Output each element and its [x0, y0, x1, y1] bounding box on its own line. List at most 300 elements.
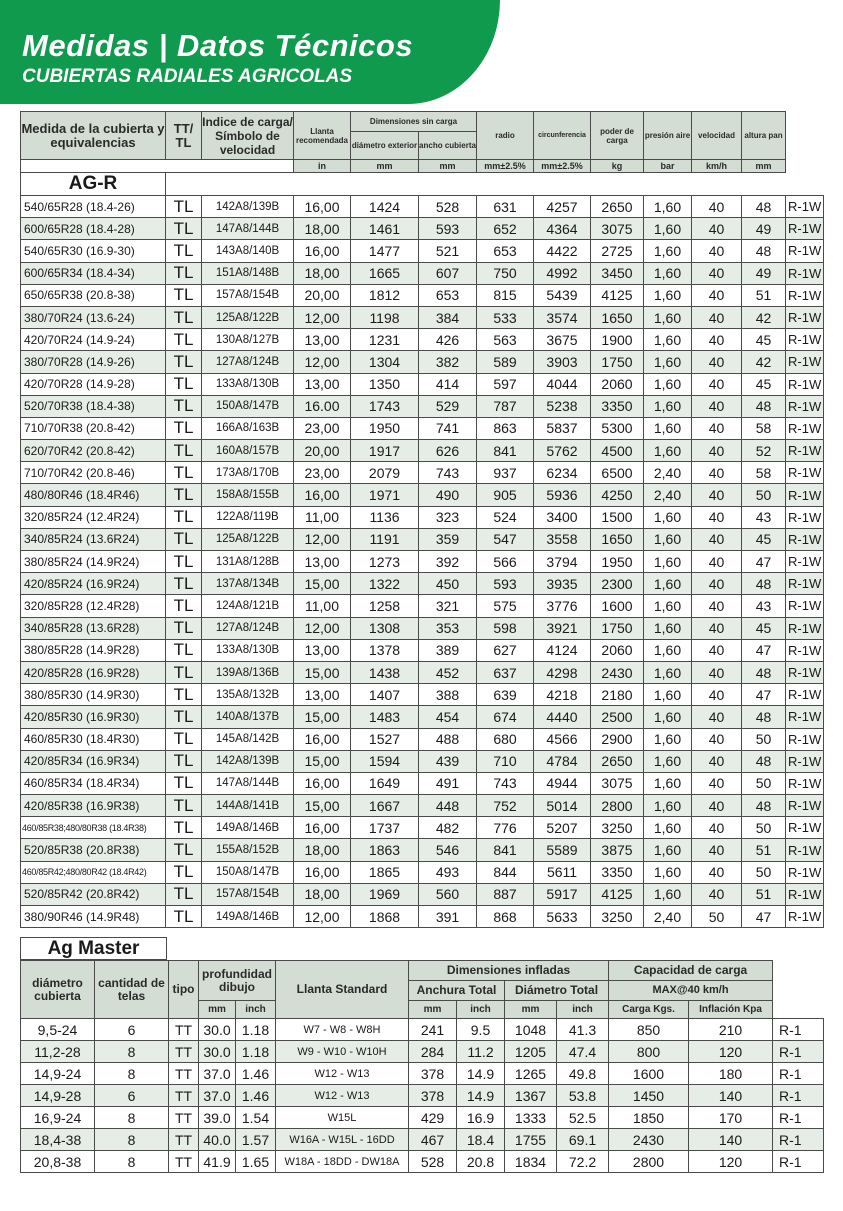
- table-cell: 145A8/142B: [202, 728, 294, 750]
- page-subtitle: CUBIERTAS RADIALES AGRICOLAS: [22, 66, 353, 87]
- table-cell: TT: [169, 1107, 199, 1129]
- col-diametro-total: Diámetro Total: [505, 981, 609, 1001]
- table-cell: 40: [692, 373, 742, 395]
- table-cell: 5837: [534, 417, 591, 439]
- table-cell: 40: [692, 661, 742, 683]
- table-cell: 5633: [534, 906, 591, 928]
- col-llanta: Llanta recomendada: [294, 112, 351, 160]
- table-cell: 3574: [534, 306, 591, 328]
- table-cell: 389: [419, 639, 477, 661]
- table-cell: 5238: [534, 395, 591, 417]
- table-cell: 520/85R42 (20.8R42): [21, 883, 166, 905]
- table-cell: 8: [95, 1063, 169, 1085]
- table-cell: TT: [169, 1063, 199, 1085]
- table-cell: TL: [166, 861, 202, 883]
- table-cell: R-1W: [786, 373, 824, 395]
- table-cell: 1367: [505, 1085, 557, 1107]
- unit-cell: km/h: [692, 160, 742, 173]
- table-cell: 160A8/157B: [202, 440, 294, 462]
- table-cell: 30.0: [199, 1019, 236, 1041]
- table-cell: 680: [477, 728, 534, 750]
- table-cell: 1333: [505, 1107, 557, 1129]
- table-cell: R-1: [773, 1085, 824, 1107]
- table-cell: 2,40: [644, 906, 692, 928]
- table-cell: 1304: [351, 351, 419, 373]
- table-cell: 16,00: [294, 772, 351, 794]
- table-cell: 460/85R30 (18.4R30): [21, 728, 166, 750]
- table-cell: 1231: [351, 329, 419, 351]
- table-cell: 140A8/137B: [202, 706, 294, 728]
- table-cell: 14,9-28: [21, 1085, 95, 1107]
- table-cell: 9,5-24: [21, 1019, 95, 1041]
- table-row: [21, 706, 824, 728]
- table-cell: 2300: [591, 573, 644, 595]
- table-cell: 524: [477, 506, 534, 528]
- table-cell: R-1W: [786, 750, 824, 772]
- table-cell: 597: [477, 373, 534, 395]
- table-cell: R-1: [773, 1063, 824, 1085]
- table-cell: R-1W: [786, 772, 824, 794]
- table-cell: 48: [742, 395, 786, 417]
- table-cell: TL: [166, 795, 202, 817]
- table-cell: 1,60: [644, 196, 692, 218]
- table-cell: 631: [477, 196, 534, 218]
- table-cell: 493: [419, 861, 477, 883]
- table-cell: TL: [166, 284, 202, 306]
- table-cell: 40: [692, 728, 742, 750]
- table-cell: 1.18: [236, 1019, 276, 1041]
- table-cell: 488: [419, 728, 477, 750]
- table-cell: 1424: [351, 196, 419, 218]
- table-cell: 40: [692, 839, 742, 861]
- table-cell: 4124: [534, 639, 591, 661]
- col-diametro-exterior: diámetro exterior: [351, 132, 419, 160]
- table-row: [21, 262, 824, 284]
- table-cell: 598: [477, 617, 534, 639]
- table-cell: 674: [477, 706, 534, 728]
- table-cell: 40: [692, 883, 742, 905]
- table-cell: 380/85R30 (14.9R30): [21, 684, 166, 706]
- table-cell: 1308: [351, 617, 419, 639]
- table-cell: 40: [692, 595, 742, 617]
- table-cell: 448: [419, 795, 477, 817]
- table-cell: TL: [166, 329, 202, 351]
- table-cell: 1,60: [644, 883, 692, 905]
- table-cell: R-1W: [786, 506, 824, 528]
- table-cell: 652: [477, 218, 534, 240]
- table-cell: 40: [692, 706, 742, 728]
- table-row: [21, 595, 824, 617]
- table-cell: 321: [419, 595, 477, 617]
- table-cell: 841: [477, 839, 534, 861]
- table-cell: TL: [166, 262, 202, 284]
- table-cell: 4500: [591, 440, 644, 462]
- table-cell: 1650: [591, 306, 644, 328]
- table-cell: 48: [742, 240, 786, 262]
- table-cell: 1900: [591, 329, 644, 351]
- table-cell: TL: [166, 373, 202, 395]
- table-cell: R-1W: [786, 728, 824, 750]
- table-cell: 45: [742, 329, 786, 351]
- table-cell: 3903: [534, 351, 591, 373]
- table-cell: 40: [692, 684, 742, 706]
- table-cell: 41.3: [557, 1019, 609, 1041]
- table-cell: 1,60: [644, 728, 692, 750]
- col-capacidad: Capacidad de carga: [609, 961, 773, 981]
- table-cell: 1750: [591, 617, 644, 639]
- table-cell: 420/85R24 (16.9R24): [21, 573, 166, 595]
- table-cell: 3350: [591, 395, 644, 417]
- table-cell: 13,00: [294, 329, 351, 351]
- table-cell: R-1W: [786, 218, 824, 240]
- table-cell: TL: [166, 240, 202, 262]
- table-cell: 420/85R34 (16.9R34): [21, 750, 166, 772]
- table-cell: 4298: [534, 661, 591, 683]
- table-cell: 149A8/146B: [202, 817, 294, 839]
- table-cell: 51: [742, 839, 786, 861]
- table-cell: 130A8/127B: [202, 329, 294, 351]
- table-cell: 1950: [351, 417, 419, 439]
- table-cell: 3794: [534, 551, 591, 573]
- table-cell: 151A8/148B: [202, 262, 294, 284]
- table-row: [21, 218, 824, 240]
- table-row: [21, 284, 824, 306]
- table-cell: 5300: [591, 417, 644, 439]
- table-row: [21, 1041, 824, 1063]
- table-cell: 653: [419, 284, 477, 306]
- table-cell: 40: [692, 306, 742, 328]
- table-cell: 16,00: [294, 240, 351, 262]
- table-cell: R-1W: [786, 595, 824, 617]
- table-cell: TT: [169, 1151, 199, 1173]
- table-cell: TL: [166, 506, 202, 528]
- table-cell: TL: [166, 728, 202, 750]
- table-cell: 600/65R34 (18.4-34): [21, 262, 166, 284]
- table-cell: 51: [742, 883, 786, 905]
- table-cell: 2650: [591, 196, 644, 218]
- table-cell: 127A8/124B: [202, 617, 294, 639]
- table-cell: 533: [477, 306, 534, 328]
- table-cell: 2500: [591, 706, 644, 728]
- table-cell: 47: [742, 906, 786, 928]
- table-cell: 1,60: [644, 528, 692, 550]
- table-cell: 844: [477, 861, 534, 883]
- unit-cell: mm: [199, 1001, 236, 1019]
- table-cell: R-1W: [786, 573, 824, 595]
- table-cell: 2800: [609, 1151, 689, 1173]
- table-cell: 45: [742, 617, 786, 639]
- table-cell: 125A8/122B: [202, 528, 294, 550]
- table-cell: 1665: [351, 262, 419, 284]
- table-cell: 382: [419, 351, 477, 373]
- table-cell: 3558: [534, 528, 591, 550]
- table-cell: 850: [609, 1019, 689, 1041]
- table-row: [21, 839, 824, 861]
- table-cell: 131A8/128B: [202, 551, 294, 573]
- table-cell: 1834: [505, 1151, 557, 1173]
- table-cell: 4992: [534, 262, 591, 284]
- table-cell: TL: [166, 218, 202, 240]
- table-cell: 14,9-24: [21, 1063, 95, 1085]
- table-cell: 563: [477, 329, 534, 351]
- col-altura: altura pan: [742, 112, 786, 160]
- table-cell: 40: [692, 484, 742, 506]
- table-row: [21, 772, 824, 794]
- table-cell: 1.65: [236, 1151, 276, 1173]
- table-cell: 607: [419, 262, 477, 284]
- table-cell: 37.0: [199, 1063, 236, 1085]
- table-cell: 2180: [591, 684, 644, 706]
- table-cell: 743: [477, 772, 534, 794]
- table-row: [21, 750, 824, 772]
- table-cell: 841: [477, 440, 534, 462]
- table-cell: 3250: [591, 817, 644, 839]
- table-row: [21, 329, 824, 351]
- table-cell: 528: [409, 1151, 457, 1173]
- table-cell: 4250: [591, 484, 644, 506]
- table-cell: 710: [477, 750, 534, 772]
- table-cell: 180: [689, 1063, 773, 1085]
- table-cell: 137A8/134B: [202, 573, 294, 595]
- table-cell: R-1W: [786, 240, 824, 262]
- table-cell: 815: [477, 284, 534, 306]
- table-cell: 1,60: [644, 795, 692, 817]
- table-cell: 3875: [591, 839, 644, 861]
- table-cell: 340/85R28 (13.6R28): [21, 617, 166, 639]
- table-cell: 710/70R42 (20.8-46): [21, 462, 166, 484]
- table-cell: 420/70R24 (14.9-24): [21, 329, 166, 351]
- table-cell: R-1: [773, 1019, 824, 1041]
- table-cell: R-1W: [786, 329, 824, 351]
- table-row: [21, 1151, 824, 1173]
- table-cell: 547: [477, 528, 534, 550]
- table-cell: 1,60: [644, 262, 692, 284]
- table-cell: 1,60: [644, 750, 692, 772]
- table-cell: 2060: [591, 373, 644, 395]
- table-cell: 3075: [591, 772, 644, 794]
- table-cell: 15,00: [294, 706, 351, 728]
- table-cell: 800: [609, 1041, 689, 1063]
- col-diametro-cubierta: diámetro cubierta: [21, 961, 95, 1019]
- table-cell: R-1: [773, 1041, 824, 1063]
- table-row: [21, 817, 824, 839]
- table-cell: 158A8/155B: [202, 484, 294, 506]
- table-cell: 16,00: [294, 484, 351, 506]
- table-cell: 142A8/139B: [202, 750, 294, 772]
- table-cell: TT: [169, 1041, 199, 1063]
- table-cell: 1,60: [644, 329, 692, 351]
- table-cell: 1865: [351, 861, 419, 883]
- table-cell: R-1: [773, 1107, 824, 1129]
- unit-cell: mm: [742, 160, 786, 173]
- table-cell: 3400: [534, 506, 591, 528]
- table-cell: 1,60: [644, 218, 692, 240]
- table-cell: 482: [419, 817, 477, 839]
- section-label-agr: AG-R: [21, 173, 166, 196]
- table-row: [21, 373, 824, 395]
- agr-table: [20, 111, 824, 928]
- col-anchura-total: Anchura Total: [409, 981, 505, 1001]
- table-cell: TL: [166, 196, 202, 218]
- table-cell: 42: [742, 351, 786, 373]
- table-cell: 1048: [505, 1019, 557, 1041]
- table-cell: 48: [742, 750, 786, 772]
- table-cell: 15,00: [294, 750, 351, 772]
- table-cell: 50: [742, 861, 786, 883]
- table-cell: 5014: [534, 795, 591, 817]
- table-cell: 12,00: [294, 617, 351, 639]
- table-cell: 144A8/141B: [202, 795, 294, 817]
- table-cell: 1191: [351, 528, 419, 550]
- table-cell: 378: [409, 1085, 457, 1107]
- table-cell: 52.5: [557, 1107, 609, 1129]
- table-cell: 2800: [591, 795, 644, 817]
- table-cell: 1,60: [644, 817, 692, 839]
- table-row: [21, 1019, 824, 1041]
- table-cell: 391: [419, 906, 477, 928]
- table-cell: 51: [742, 284, 786, 306]
- table-cell: 3250: [591, 906, 644, 928]
- table-cell: 155A8/152B: [202, 839, 294, 861]
- table-cell: 8: [95, 1107, 169, 1129]
- table-cell: 40: [692, 817, 742, 839]
- table-cell: 40.0: [199, 1129, 236, 1151]
- table-cell: 1461: [351, 218, 419, 240]
- table-cell: 750: [477, 262, 534, 284]
- table-cell: 16,9-24: [21, 1107, 95, 1129]
- table-cell: TL: [166, 528, 202, 550]
- table-cell: TL: [166, 617, 202, 639]
- table-cell: 147A8/144B: [202, 218, 294, 240]
- table-cell: 429: [409, 1107, 457, 1129]
- table-cell: 18,4-38: [21, 1129, 95, 1151]
- unit-cell: inch: [457, 1001, 505, 1019]
- table-cell: 639: [477, 684, 534, 706]
- col-carga-kgs: Carga Kgs.: [609, 1001, 689, 1019]
- table-cell: TT: [169, 1085, 199, 1107]
- table-cell: 452: [419, 661, 477, 683]
- col-medida: Medida de la cubierta y equivalencias: [21, 112, 166, 160]
- table-cell: 210: [689, 1019, 773, 1041]
- table-cell: 460/85R42;480/80R42 (18.4R42): [21, 861, 166, 883]
- table-cell: 127A8/124B: [202, 351, 294, 373]
- table-cell: 18,00: [294, 839, 351, 861]
- table-cell: 863: [477, 417, 534, 439]
- table-cell: R-1W: [786, 617, 824, 639]
- table-cell: 540/65R28 (18.4-26): [21, 196, 166, 218]
- table-row: [21, 528, 824, 550]
- table-cell: 637: [477, 661, 534, 683]
- table-cell: 626: [419, 440, 477, 462]
- table-cell: 15,00: [294, 661, 351, 683]
- table-cell: 8: [95, 1129, 169, 1151]
- table-cell: 593: [419, 218, 477, 240]
- table-cell: 43: [742, 595, 786, 617]
- table-cell: 2430: [609, 1129, 689, 1151]
- table-cell: 2430: [591, 661, 644, 683]
- table-cell: TL: [166, 573, 202, 595]
- table-cell: 380/85R24 (14.9R24): [21, 551, 166, 573]
- table-cell: 40: [692, 417, 742, 439]
- table-cell: 40: [692, 750, 742, 772]
- table-cell: 20,00: [294, 284, 351, 306]
- table-cell: 157A8/154B: [202, 883, 294, 905]
- table-cell: 467: [409, 1129, 457, 1151]
- table-cell: 741: [419, 417, 477, 439]
- table-cell: 18,00: [294, 262, 351, 284]
- table-cell: 50: [742, 728, 786, 750]
- table-cell: 787: [477, 395, 534, 417]
- table-cell: 1,60: [644, 706, 692, 728]
- table-cell: 40: [692, 551, 742, 573]
- table-cell: TT: [169, 1019, 199, 1041]
- table-cell: 8: [95, 1151, 169, 1173]
- table-cell: 120: [689, 1151, 773, 1173]
- table-cell: 529: [419, 395, 477, 417]
- table-cell: 1.46: [236, 1063, 276, 1085]
- table-cell: TT: [169, 1129, 199, 1151]
- table-cell: TL: [166, 306, 202, 328]
- table-cell: TL: [166, 706, 202, 728]
- unit-cell: mm: [419, 160, 477, 173]
- table-cell: 40: [692, 795, 742, 817]
- table-cell: 1205: [505, 1041, 557, 1063]
- col-velocidad: velocidad: [692, 112, 742, 160]
- table-cell: TL: [166, 750, 202, 772]
- table-cell: 40: [692, 617, 742, 639]
- table-cell: 40: [692, 861, 742, 883]
- table-cell: R-1W: [786, 639, 824, 661]
- table-cell: 1378: [351, 639, 419, 661]
- table-cell: 1917: [351, 440, 419, 462]
- table-cell: 40: [692, 639, 742, 661]
- table-cell: 5611: [534, 861, 591, 883]
- table-cell: 1322: [351, 573, 419, 595]
- table-cell: 170: [689, 1107, 773, 1129]
- table-cell: 414: [419, 373, 477, 395]
- table-cell: 1,60: [644, 306, 692, 328]
- table-cell: 40: [692, 462, 742, 484]
- table-cell: 320/85R24 (12.4R24): [21, 506, 166, 528]
- table-cell: 1,60: [644, 772, 692, 794]
- table-cell: 1600: [591, 595, 644, 617]
- table-cell: 40: [692, 196, 742, 218]
- table-cell: 4125: [591, 883, 644, 905]
- table-row: [21, 440, 824, 462]
- col-inflacion-kpa: Inflación Kpa: [689, 1001, 773, 1019]
- table-row: [21, 196, 824, 218]
- table-cell: 1,60: [644, 417, 692, 439]
- table-cell: 6: [95, 1019, 169, 1041]
- table-row: [21, 1129, 824, 1151]
- table-cell: 12,00: [294, 306, 351, 328]
- table-cell: 5762: [534, 440, 591, 462]
- table-cell: 120: [689, 1041, 773, 1063]
- table-cell: 43: [742, 506, 786, 528]
- table-cell: W7 - W8 - W8H: [276, 1019, 409, 1041]
- unit-cell: in: [294, 160, 351, 173]
- table-cell: 490: [419, 484, 477, 506]
- table-cell: 653: [477, 240, 534, 262]
- table-cell: 528: [419, 196, 477, 218]
- table-cell: 50: [742, 484, 786, 506]
- table-cell: 2725: [591, 240, 644, 262]
- table-cell: 1868: [351, 906, 419, 928]
- table-cell: 40: [692, 573, 742, 595]
- table-cell: 560: [419, 883, 477, 905]
- table-cell: 439: [419, 750, 477, 772]
- col-ancho-cubierta: ancho cubierta: [419, 132, 477, 160]
